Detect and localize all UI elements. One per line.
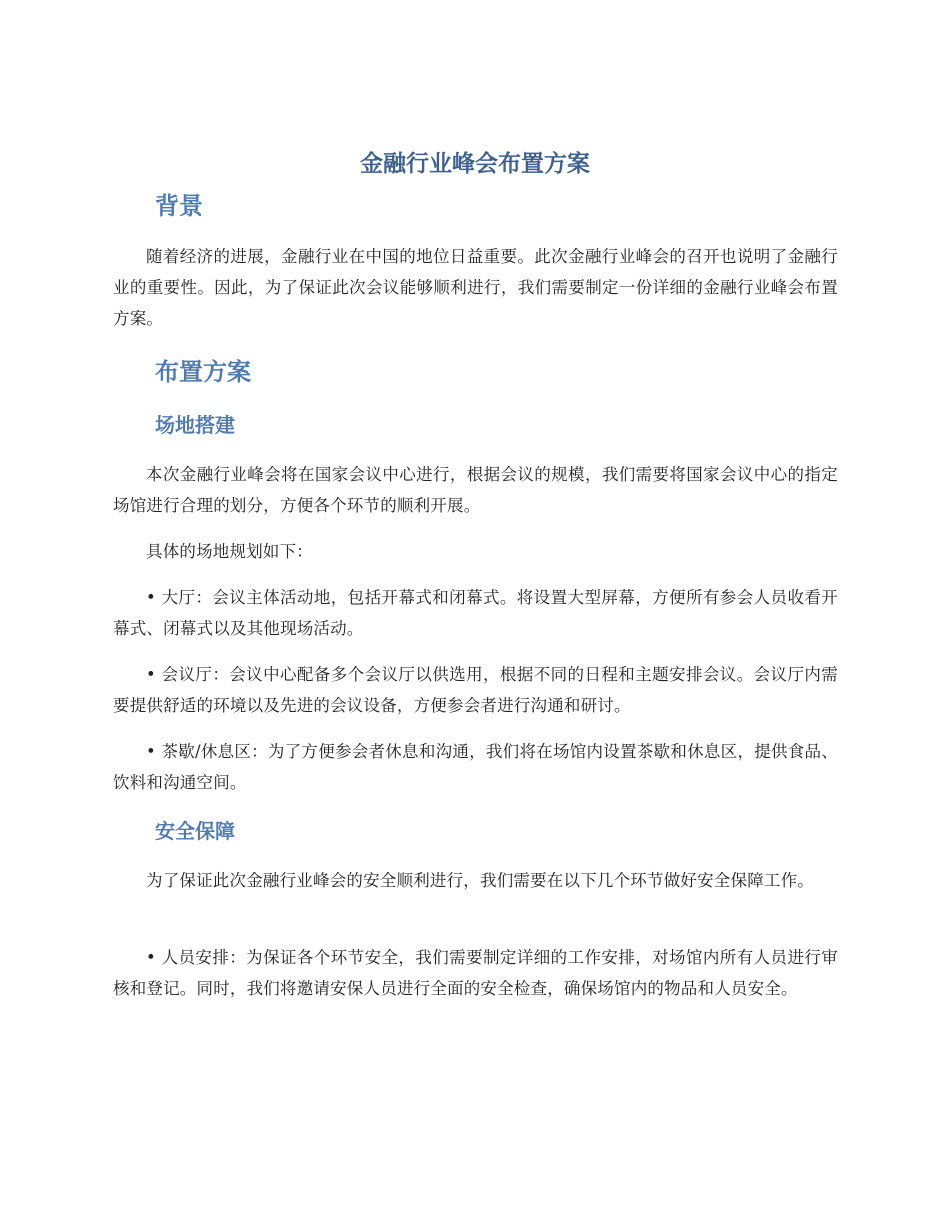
paragraph-venue-list-intro: 具体的场地规划如下：	[146, 542, 313, 561]
heading-security: 安全保障	[155, 819, 235, 843]
heading-venue: 场地搭建	[155, 413, 235, 437]
list-item-personnel: • 人员安排：为保证各个环节安全，我们需要制定详细的工作安排，对场馆内所有人员进行审核和登记。同时，我们将邀请安保人员进行全面的安全检查，确保场馆内的物品和人员安全。	[113, 948, 838, 998]
paragraph-venue-intro: 本次金融行业峰会将在国家会议中心进行，根据会议的规模，我们需要将国家会议中心的指定场馆进行合理的划分，方便各个环节的顺利开展。	[113, 465, 838, 515]
paragraph-security-intro: 为了保证此次金融行业峰会的安全顺利进行，我们需要在以下几个环节做好安全保障工作。	[146, 871, 814, 890]
document-title: 金融行业峰会布置方案	[360, 151, 590, 177]
heading-plan: 布置方案	[155, 358, 251, 386]
heading-background: 背景	[155, 192, 203, 220]
list-item-tea-break: • 茶歇/休息区：为了方便参会者休息和沟通，我们将在场馆内设置茶歇和休息区，提供食品、饮料和沟通空间。	[113, 742, 838, 792]
list-item-meeting-room: • 会议厅：会议中心配备多个会议厅以供选用，根据不同的日程和主题安排会议。会议厅内需要提供舒适的环境以及先进的会议设备，方便参会者进行沟通和研讨。	[113, 665, 838, 715]
list-item-hall: • 大厅：会议主体活动地，包括开幕式和闭幕式。将设置大型屏幕，方便所有参会人员收看开幕式、闭幕式以及其他现场活动。	[113, 588, 838, 638]
paragraph-background: 随着经济的进展，金融行业在中国的地位日益重要。此次金融行业峰会的召开也说明了金融行业的重要性。因此，为了保证此次会议能够顺利进行，我们需要制定一份详细的金融行业峰会布置方案。	[113, 247, 838, 328]
